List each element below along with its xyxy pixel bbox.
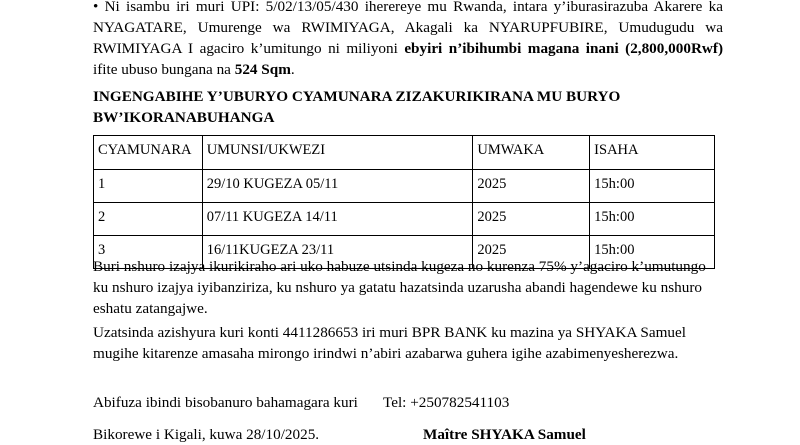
property-description (93, 0, 723, 80)
cell-year: 2025 (473, 236, 590, 269)
header-umwaka: UMWAKA (473, 136, 590, 170)
cell-round: 1 (94, 170, 203, 203)
cell-dates: 07/11 KUGEZA 14/11 (202, 203, 473, 236)
table-row (94, 170, 715, 203)
property-value: ebyiri n’ibihumbi magana inani (2,800,000Rwf) (404, 40, 724, 57)
cell-dates: 16/11KUGEZA 23/11 (202, 236, 473, 269)
property-text-a: Ni isambu iri muri UPI: 5/02/13/05/430 iherereye mu Rwanda, intara y’iburasirazuba Akarere ka NYAGATARE, Umurenge wa RWIMIYAGA, Akagali ka NYARUPFUBIRE, Umudugudu wa RWIMIYAGA I agaciro k’umitungo ni miliyoni (93, 0, 723, 57)
payment-paragraph: Uzatsinda azishyura kuri konti 4411286653 iri muri BPR BANK ku mazina ya SHYAKA Samuel mugihe kitarenze amasaha mirongo irindwi n’abiri azabarwa guhera igihe azabimenyesherezwa. (93, 324, 686, 362)
contact-text: Abifuza ibindi bisobanuro bahamagara kuri (93, 394, 358, 411)
property-text-b: ifite ubuso bungana na (93, 61, 235, 78)
cell-year: 2025 (473, 203, 590, 236)
cell-time: 15h:00 (590, 236, 715, 269)
contact-phone: Tel: +250782541103 (383, 394, 510, 411)
property-area: 524 Sqm (234, 61, 291, 78)
table-row (94, 203, 715, 236)
contact-line (93, 392, 723, 413)
property-text-c: . (290, 61, 295, 78)
signatory-name: Maître SHYAKA Samuel (423, 426, 586, 443)
auction-schedule-table (93, 135, 715, 269)
cell-round: 3 (94, 236, 203, 269)
header-umunsi: UMUNSI/UKWEZI (202, 136, 473, 170)
bullet: • (93, 0, 99, 15)
place-date: Bikorewe i Kigali, kuwa 28/10/2025. (93, 426, 320, 443)
cell-year: 2025 (473, 170, 590, 203)
cell-time: 15h:00 (590, 203, 715, 236)
header-isaha: ISAHA (590, 136, 715, 170)
table-header-row (94, 136, 715, 170)
auction-rules-paragraph: Buri nshuro izajya ikurikiraho ari uko habuze utsinda kugeza no kurenza 75% y’agaciro k’umutungo ku nshuro izajya iyibanziriza, ku nshuro ya gatatu hazatsinda uzarusha abandi hagendewe ku nshuro eshatu zatangajwe. (93, 258, 706, 317)
cell-time: 15h:00 (590, 170, 715, 203)
schedule-heading: INGENGABIHE Y’UBURYO CYAMUNARA ZIZAKURIKIRANA MU BURYO BW’IKORANABUHANGA (93, 88, 621, 126)
footer-line (93, 424, 723, 445)
header-cyamunara: CYAMUNARA (94, 136, 203, 170)
cell-round: 2 (94, 203, 203, 236)
cell-dates: 29/10 KUGEZA 05/11 (202, 170, 473, 203)
